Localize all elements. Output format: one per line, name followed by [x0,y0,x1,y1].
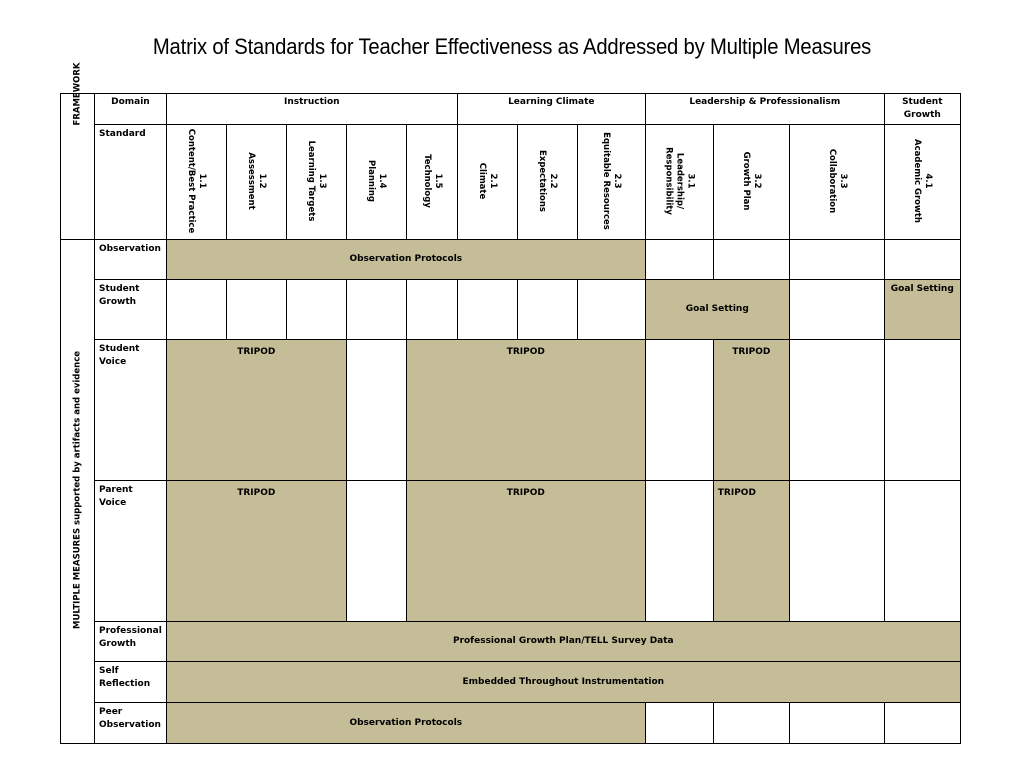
measure-student-voice: Student Voice [95,340,167,481]
page-title: Matrix of Standards for Teacher Effectiveness as Addressed by Multiple Measures [152,34,872,59]
empty-cell [884,703,960,744]
empty-cell [884,481,960,622]
tripod-parent-cell-c: TRIPOD [713,481,789,622]
measure-parent-voice: Parent Voice [95,481,167,622]
standard-1-5: 1.5 Technology [406,125,457,240]
empty-cell [346,481,406,622]
empty-cell [645,240,713,280]
empty-cell [517,280,577,340]
empty-cell [713,240,789,280]
tripod-parent-cell-a: TRIPOD [166,481,346,622]
empty-cell [713,703,789,744]
professional-growth-cell: Professional Growth Plan/TELL Survey Data [166,622,960,662]
standard-1-1: 1.1 Content/Best Practice [166,125,226,240]
empty-cell [457,280,517,340]
empty-cell [789,481,884,622]
empty-cell [577,280,645,340]
standard-header: Standard [95,125,167,240]
measure-self-reflection: Self Reflection [95,662,167,703]
measure-student-growth: Student Growth [95,280,167,340]
self-reflection-cell: Embedded Throughout Instrumentation [166,662,960,703]
empty-cell [346,340,406,481]
empty-cell [884,340,960,481]
tripod-parent-cell-b: TRIPOD [406,481,645,622]
empty-cell [226,280,286,340]
domain-header: Domain [95,94,167,125]
domain-student-growth: Student Growth [884,94,960,125]
standard-4-1: 4.1 Academic Growth [884,125,960,240]
standard-1-3: 1.3 Learning Targets [286,125,346,240]
tripod-student-cell-c: TRIPOD [713,340,789,481]
tripod-student-cell-b: TRIPOD [406,340,645,481]
empty-cell [645,703,713,744]
standards-matrix [60,62,961,744]
tripod-student-cell-a: TRIPOD [166,340,346,481]
empty-cell [789,280,884,340]
domain-leadership: Leadership & Professionalism [645,94,884,125]
standard-2-2: 2.2 Expectations [517,125,577,240]
measure-peer-observation: Peer Observation [95,703,167,744]
measures-label-cell [61,240,95,744]
standard-3-3: 3.3 Collaboration [789,125,884,240]
standard-1-4: 1.4 Planning [346,125,406,240]
standard-1-2: 1.2 Assessment [226,125,286,240]
standard-3-1: 3.1 Leadership/ Responsibility [645,125,713,240]
empty-cell [789,703,884,744]
standard-3-2: 3.2 Growth Plan [713,125,789,240]
empty-cell [884,240,960,280]
domain-learning-climate: Learning Climate [457,94,645,125]
peer-observation-protocols-cell: Observation Protocols [166,703,645,744]
goal-setting-growth-cell: Goal Setting [884,280,960,340]
goal-setting-leadership-cell: Goal Setting [645,280,789,340]
framework-label-cell [61,62,95,240]
empty-cell [346,280,406,340]
empty-cell [166,280,226,340]
measure-professional-growth: Professional Growth [95,622,167,662]
empty-cell [645,481,713,622]
empty-cell [789,240,884,280]
measure-observation: Observation [95,240,167,280]
framework-label: FRAMEWORK [72,62,82,126]
empty-cell [406,280,457,340]
measures-label: MULTIPLE MEASURES supported by artifacts and evidence [72,350,82,630]
observation-protocols-cell: Observation Protocols [166,240,645,280]
empty-cell [286,280,346,340]
domain-instruction: Instruction [166,94,457,125]
standard-2-1: 2.1 Climate [457,125,517,240]
standard-2-3: 2.3 Equitable Resources [577,125,645,240]
empty-cell [645,340,713,481]
empty-cell [789,340,884,481]
